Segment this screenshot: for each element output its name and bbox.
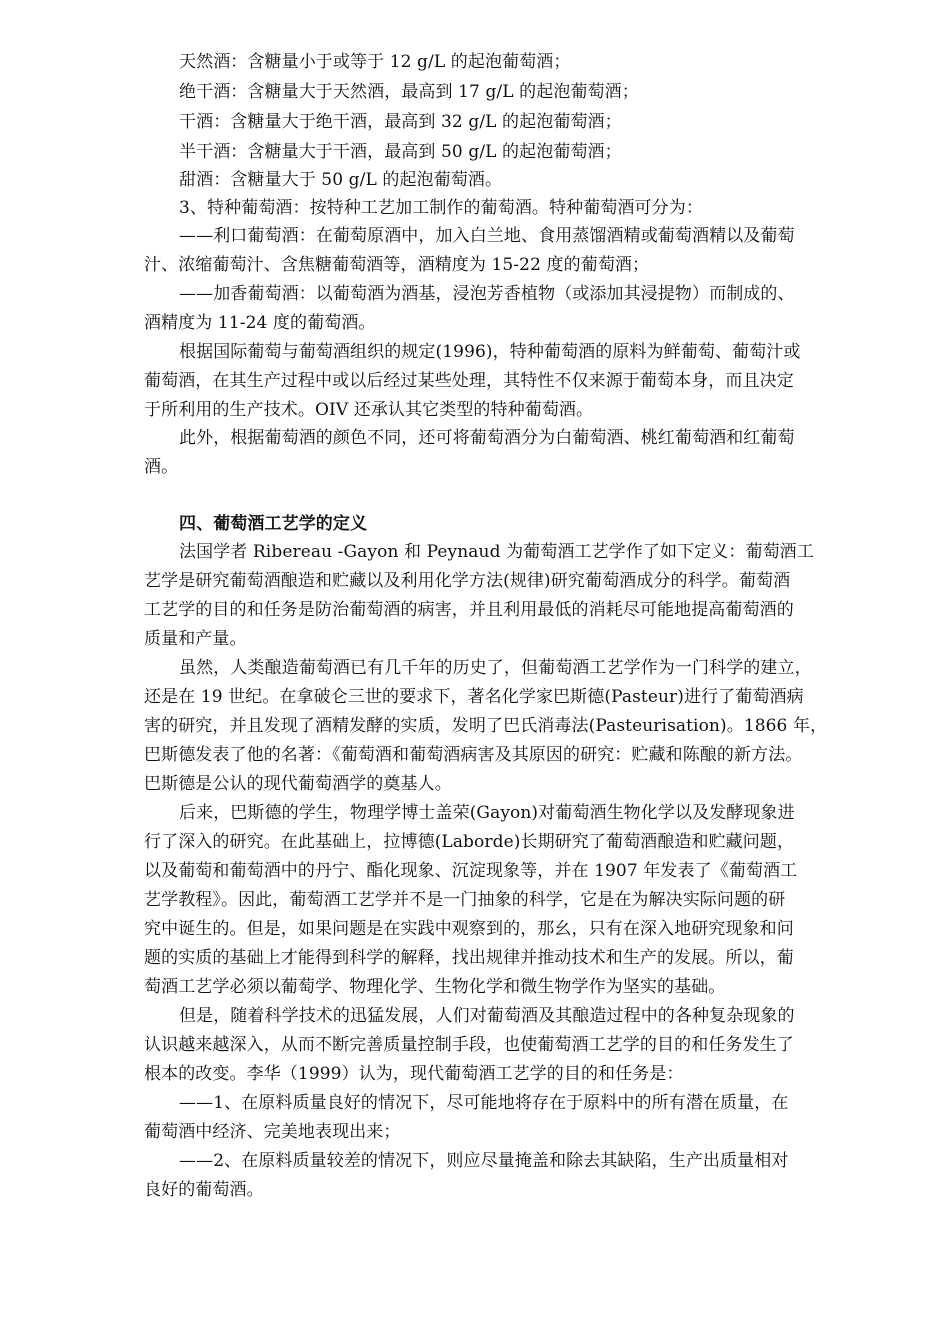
oiv-paragraph-line: 于所利用的生产技术。OIV 还承认其它类型的特种葡萄酒。 <box>144 400 594 420</box>
history-paragraph-line: 巴斯德发表了他的名著：《葡萄酒和葡萄酒病害及其原因的研究：贮藏和陈酿的新方法。 <box>144 745 803 765</box>
section-heading: 四、葡萄酒工艺学的定义 <box>179 514 368 534</box>
sparkling-type-natural: 天然酒：含糖量小于或等于 12 g/L 的起泡葡萄酒； <box>179 52 571 72</box>
modern-paragraph-line: 根本的改变。李华（1999）认为，现代葡萄酒工艺学的目的和任务是： <box>144 1064 684 1084</box>
gayon-paragraph-line: 艺学教程》。因此，葡萄酒工艺学并不是一门抽象的科学，它是在为解决实际问题的研 <box>144 890 786 910</box>
history-paragraph-line: 害的研究，并且发现了酒精发酵的实质，发明了巴氏消毒法(Pasteurisation)。1866 年， <box>144 716 828 736</box>
sparkling-type-extra-dry: 绝干酒：含糖量大于天然酒，最高到 17 g/L 的起泡葡萄酒； <box>179 82 639 102</box>
history-paragraph-line: 巴斯德是公认的现代葡萄酒学的奠基人。 <box>144 774 452 794</box>
liqueur-wine-line-2: 汁、浓缩葡萄汁、含焦糖葡萄酒等，酒精度为 15-22 度的葡萄酒； <box>144 255 650 275</box>
liqueur-wine-line-1: ——利口葡萄酒：在葡萄原酒中，加入白兰地、食用蒸馏酒精或葡萄酒精以及葡萄 <box>179 226 795 246</box>
color-paragraph-line: 酒。 <box>144 457 179 477</box>
oiv-paragraph-line: 葡萄酒，在其生产过程中或以后经过某些处理，其特性不仅来源于葡萄本身，而且决定 <box>144 371 794 391</box>
sparkling-type-sweet: 甜酒：含糖量大于 50 g/L 的起泡葡萄酒。 <box>179 170 503 190</box>
history-paragraph-line: 还是在 19 世纪。在拿破仑三世的要求下，著名化学家巴斯德(Pasteur)进行了葡萄酒病 <box>144 687 804 707</box>
gayon-paragraph-line: 题的实质的基础上才能得到科学的解释，找出规律并推动技术和生产的发展。所以，葡 <box>144 948 794 968</box>
gayon-paragraph-line: 萄酒工艺学必须以葡萄学、物理化学、生物化学和微生物学作为坚实的基础。 <box>144 977 726 997</box>
gayon-paragraph-line: 行了深入的研究。在此基础上，拉博德(Laborde)长期研究了葡萄酒酿造和贮藏问题， <box>144 832 795 852</box>
color-paragraph-line: 此外，根据葡萄酒的颜色不同，还可将葡萄酒分为白葡萄酒、桃红葡萄酒和红葡萄 <box>179 428 795 448</box>
modern-paragraph-line: 认识越来越深入，从而不断完善质量控制手段，也使葡萄酒工艺学的目的和任务发生了 <box>144 1035 794 1055</box>
task-1-line-1: ——1、在原料质量良好的情况下，尽可能地将存在于原料中的所有潜在质量，在 <box>179 1093 789 1113</box>
history-paragraph-line: 虽然，人类酿造葡萄酒已有几千年的历史了，但葡萄酒工艺学作为一门科学的建立， <box>179 658 812 678</box>
sparkling-type-semi-dry: 半干酒：含糖量大于干酒，最高到 50 g/L 的起泡葡萄酒； <box>179 142 622 162</box>
special-wine-intro: 3、特种葡萄酒：按特种工艺加工制作的葡萄酒。特种葡萄酒可分为： <box>179 198 703 218</box>
task-1-line-2: 葡萄酒中经济、完美地表现出来； <box>144 1122 401 1142</box>
definition-paragraph-line: 法国学者 Ribereau -Gayon 和 Peynaud 为葡萄酒工艺学作了如下定义：葡萄酒工 <box>179 542 814 562</box>
gayon-paragraph-line: 究中诞生的。但是，如果问题是在实践中观察到的，那幺，只有在深入地研究现象和问 <box>144 919 794 939</box>
task-2-line-1: ——2、在原料质量较差的情况下，则应尽量掩盖和除去其缺陷，生产出质量相对 <box>179 1151 789 1171</box>
modern-paragraph-line: 但是，随着科学技术的迅猛发展，人们对葡萄酒及其酿造过程中的各种复杂现象的 <box>179 1006 795 1026</box>
definition-paragraph-line: 工艺学的目的和任务是防治葡萄酒的病害，并且利用最低的消耗尽可能地提高葡萄酒的 <box>144 600 794 620</box>
definition-paragraph-line: 质量和产量。 <box>144 629 247 649</box>
sparkling-type-dry: 干酒：含糖量大于绝干酒，最高到 32 g/L 的起泡葡萄酒； <box>179 112 622 132</box>
aromatized-wine-line-1: ——加香葡萄酒：以葡萄酒为酒基，浸泡芳香植物（或添加其浸提物）而制成的、 <box>179 284 795 304</box>
gayon-paragraph-line: 后来，巴斯德的学生，物理学博士盖荣(Gayon)对葡萄酒生物化学以及发酵现象进 <box>179 803 795 823</box>
gayon-paragraph-line: 以及葡萄和葡萄酒中的丹宁、酯化现象、沉淀现象等，并在 1907 年发表了《葡萄酒工 <box>144 861 798 881</box>
definition-paragraph-line: 艺学是研究葡萄酒酿造和贮藏以及利用化学方法(规律)研究葡萄酒成分的科学。葡萄酒 <box>144 571 791 591</box>
oiv-paragraph-line: 根据国际葡萄与葡萄酒组织的规定(1996)，特种葡萄酒的原料为鲜葡萄、葡萄汁或 <box>179 342 801 362</box>
task-2-line-2: 良好的葡萄酒。 <box>144 1180 264 1200</box>
aromatized-wine-line-2: 酒精度为 11-24 度的葡萄酒。 <box>144 313 376 333</box>
